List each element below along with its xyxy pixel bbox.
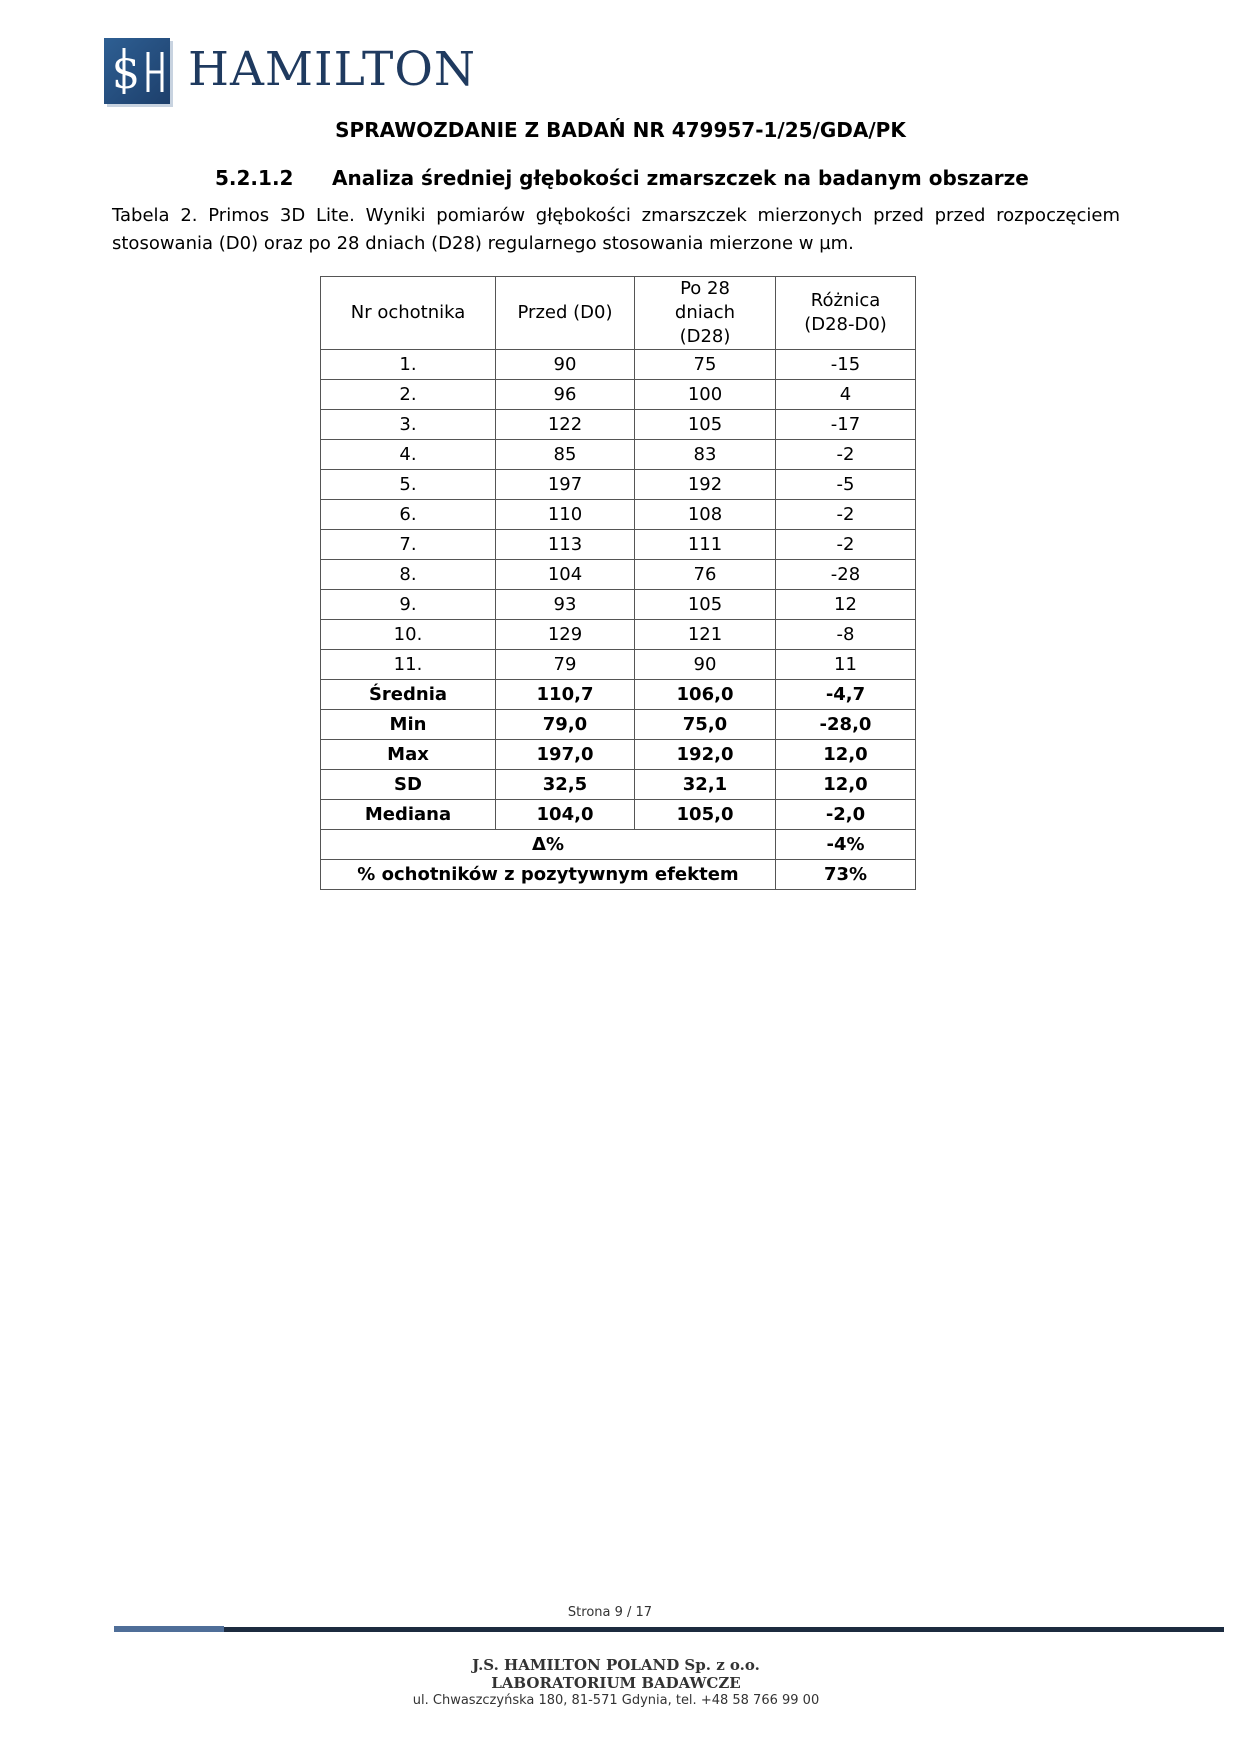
cell-difference: -28 — [776, 560, 916, 590]
cell-before: 93 — [496, 590, 635, 620]
stat-before: 197,0 — [496, 740, 635, 770]
cell-volunteer: 11. — [321, 650, 496, 680]
positive-effect-label: % ochotników z pozytywnym efektem — [321, 860, 776, 890]
cell-before: 122 — [496, 410, 635, 440]
stats-row-max — [321, 740, 916, 770]
stat-after: 105,0 — [635, 800, 776, 830]
cell-volunteer: 8. — [321, 560, 496, 590]
delta-percent-value: -4% — [776, 830, 916, 860]
stat-label: Max — [321, 740, 496, 770]
jsh-monogram-icon — [104, 38, 170, 104]
cell-volunteer: 3. — [321, 410, 496, 440]
stat-before: 79,0 — [496, 710, 635, 740]
cell-difference: -15 — [776, 350, 916, 380]
cell-after: 105 — [635, 410, 776, 440]
cell-before: 129 — [496, 620, 635, 650]
stats-row-median — [321, 800, 916, 830]
cell-volunteer: 4. — [321, 440, 496, 470]
stats-row-mean — [321, 680, 916, 710]
cell-difference: 12 — [776, 590, 916, 620]
cell-difference: 4 — [776, 380, 916, 410]
header-after-label: Po 28 dniach (D28) — [674, 278, 736, 347]
table-row — [321, 530, 916, 560]
table-header-row — [321, 277, 916, 350]
table-row — [321, 410, 916, 440]
stat-difference: -2,0 — [776, 800, 916, 830]
cell-volunteer: 9. — [321, 590, 496, 620]
cell-difference: -2 — [776, 530, 916, 560]
header-volunteer: Nr ochotnika — [321, 277, 496, 350]
table-row — [321, 560, 916, 590]
table-row — [321, 350, 916, 380]
cell-volunteer: 2. — [321, 380, 496, 410]
positive-effect-row — [321, 860, 916, 890]
cell-before: 197 — [496, 470, 635, 500]
table-row — [321, 380, 916, 410]
footer-divider — [224, 1627, 1224, 1632]
cell-difference: -2 — [776, 440, 916, 470]
stat-label: Średnia — [321, 680, 496, 710]
cell-difference: -17 — [776, 410, 916, 440]
section-title: Analiza średniej głębokości zmarszczek na badanym obszarze — [332, 166, 1029, 190]
stat-before: 104,0 — [496, 800, 635, 830]
table-row — [321, 590, 916, 620]
cell-before: 113 — [496, 530, 635, 560]
stat-difference: 12,0 — [776, 770, 916, 800]
stats-row-sd — [321, 770, 916, 800]
stat-label: Mediana — [321, 800, 496, 830]
positive-effect-value: 73% — [776, 860, 916, 890]
cell-after: 90 — [635, 650, 776, 680]
stat-after: 32,1 — [635, 770, 776, 800]
table-row — [321, 470, 916, 500]
cell-before: 90 — [496, 350, 635, 380]
cell-volunteer: 10. — [321, 620, 496, 650]
cell-after: 192 — [635, 470, 776, 500]
stat-before: 110,7 — [496, 680, 635, 710]
cell-before: 110 — [496, 500, 635, 530]
footer-lab: LABORATORIUM BADAWCZE — [491, 1674, 741, 1692]
footer-address: ul. Chwaszczyńska 180, 81-571 Gdynia, tel. +48 58 766 99 00 — [412, 1693, 820, 1708]
stat-before: 32,5 — [496, 770, 635, 800]
stat-difference: -28,0 — [776, 710, 916, 740]
cell-after: 76 — [635, 560, 776, 590]
cell-after: 100 — [635, 380, 776, 410]
header-after — [635, 277, 776, 350]
table-row — [321, 620, 916, 650]
cell-difference: -8 — [776, 620, 916, 650]
footer-company: J.S. HAMILTON POLAND Sp. z o.o. — [472, 1656, 760, 1674]
stat-label: Min — [321, 710, 496, 740]
cell-after: 108 — [635, 500, 776, 530]
page-number: Strona 9 / 17 — [567, 1605, 653, 1620]
cell-before: 85 — [496, 440, 635, 470]
section-number: 5.2.1.2 — [215, 166, 294, 190]
footer-divider-accent — [114, 1626, 224, 1632]
cell-difference: -5 — [776, 470, 916, 500]
cell-after: 111 — [635, 530, 776, 560]
report-title: SPRAWOZDANIE Z BADAŃ NR 479957-1/25/GDA/PK — [335, 118, 906, 142]
cell-difference: -2 — [776, 500, 916, 530]
cell-volunteer: 5. — [321, 470, 496, 500]
section-heading — [215, 166, 1029, 190]
stat-after: 75,0 — [635, 710, 776, 740]
stat-after: 106,0 — [635, 680, 776, 710]
company-logo — [104, 38, 477, 104]
header-before: Przed (D0) — [496, 277, 635, 350]
table-row — [321, 650, 916, 680]
company-logo-text: HAMILTON — [188, 42, 477, 97]
table-caption: Tabela 2. Primos 3D Lite. Wyniki pomiarów głębokości zmarszczek mierzonych przed przed rozpoczęciem stosowania (D0) oraz po 28 dniach (D28) regularnego stosowania mierzone w µm. — [112, 205, 1120, 254]
cell-volunteer: 6. — [321, 500, 496, 530]
stat-difference: -4,7 — [776, 680, 916, 710]
stats-row-min — [321, 710, 916, 740]
cell-after: 83 — [635, 440, 776, 470]
cell-after: 121 — [635, 620, 776, 650]
delta-percent-row — [321, 830, 916, 860]
cell-volunteer: 1. — [321, 350, 496, 380]
cell-after: 75 — [635, 350, 776, 380]
stat-label: SD — [321, 770, 496, 800]
cell-before: 96 — [496, 380, 635, 410]
header-difference-label: Różnica (D28-D0) — [804, 290, 887, 335]
svg-text:S: S — [112, 52, 140, 98]
header-difference — [776, 277, 916, 350]
cell-after: 105 — [635, 590, 776, 620]
stat-difference: 12,0 — [776, 740, 916, 770]
cell-before: 79 — [496, 650, 635, 680]
stat-after: 192,0 — [635, 740, 776, 770]
delta-percent-label: Δ% — [321, 830, 776, 860]
cell-before: 104 — [496, 560, 635, 590]
cell-volunteer: 7. — [321, 530, 496, 560]
cell-difference: 11 — [776, 650, 916, 680]
table-row — [321, 500, 916, 530]
results-table — [320, 276, 916, 890]
table-row — [321, 440, 916, 470]
